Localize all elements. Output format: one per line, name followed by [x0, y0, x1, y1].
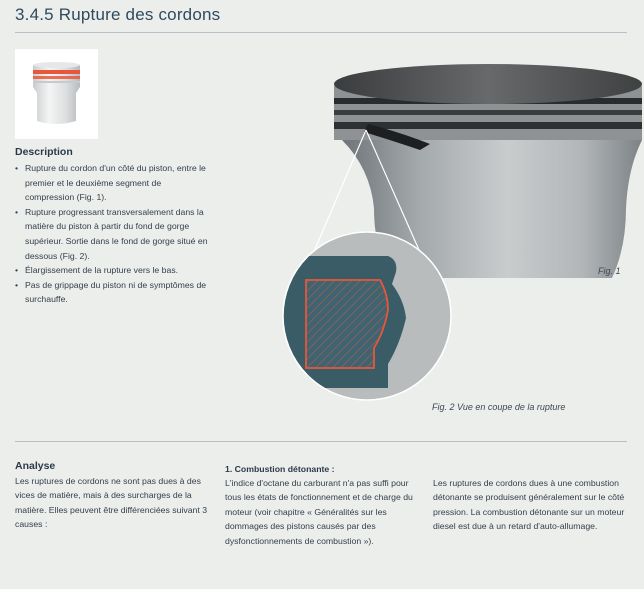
- description-bullet: • Pas de grippage du piston ni de symptômes de surchauffe.: [15, 278, 210, 307]
- figure-2-caption: Fig. 2 Vue en coupe de la rupture: [432, 402, 566, 412]
- cause-1-heading: 1. Combustion détonante :: [225, 464, 335, 474]
- piston-thumbnail-icon: [15, 49, 98, 139]
- piston-location-thumbnail: [15, 49, 98, 139]
- analysis-heading: Analyse: [15, 460, 56, 472]
- description-heading: Description: [15, 146, 73, 158]
- page-title: 3.4.5 Rupture des cordons: [15, 5, 221, 24]
- cause-1-followup: Les ruptures de cordons dues à une combustion détonante se produisent généralement sur le côté pression. La combustion détonante sur un moteur diesel est due à un retard d'auto-allumage.: [433, 478, 625, 532]
- description-bullet: • Rupture progressant transversalement dans la matière du piston à partir du fond de gorge supérieur. Sortie dans le fond de gorge situé en dessous (Fig. 2).: [15, 205, 210, 263]
- description-bullet: • Élargissement de la rupture vers le bas.: [15, 263, 210, 278]
- top-divider: [15, 32, 627, 33]
- figure-1-caption: Fig. 1: [598, 266, 621, 276]
- description-bullet: • Rupture du cordon d'un côté du piston, entre le premier et le deuxième segment de compression (Fig. 1).: [15, 161, 210, 205]
- analysis-divider: [15, 441, 627, 442]
- piston-photo: [270, 48, 644, 403]
- cause-1-text: L'indice d'octane du carburant n'a pas suffi pour tous les états de fonctionnement et de charge du moteur (voir chapitre « Généralités sur les dommages des pistons causés par des dysfonctionnements de combustion »).: [225, 478, 413, 546]
- analysis-intro: Les ruptures de cordons ne sont pas dues à des vices de matière, mais à des surcharges de la matière. Elles peuvent être différenciées suivant 3 causes :: [15, 476, 208, 530]
- description-list: [15, 161, 210, 307]
